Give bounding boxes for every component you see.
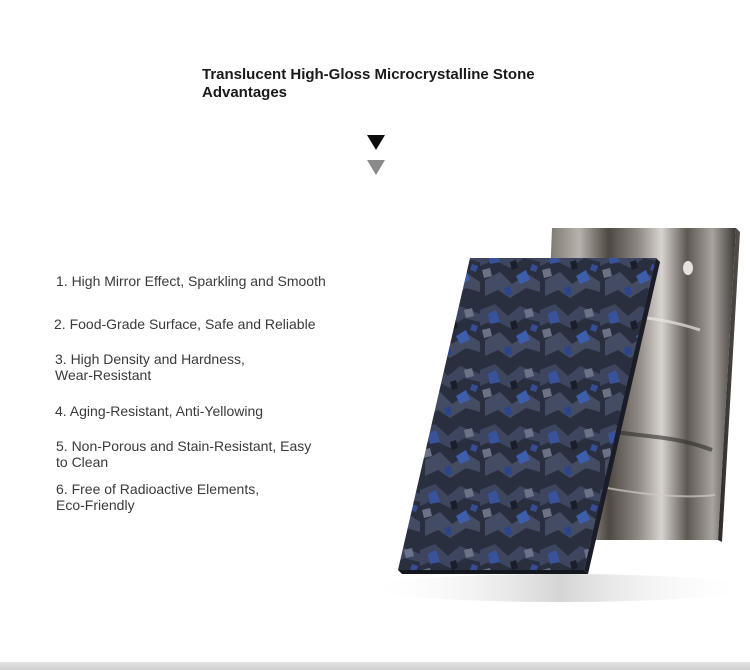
- page-title: Translucent High-Gloss Microcrystalline Stone Advantages: [202, 66, 535, 101]
- advantage-item-6: 6. Free of Radioactive Elements, Eco-Friendly: [56, 481, 260, 513]
- bottom-divider: [0, 662, 750, 670]
- advantage-item-5: 5. Non-Porous and Stain-Resistant, Easy to Clean: [56, 438, 312, 470]
- advantage-item-2: 2. Food-Grade Surface, Safe and Reliable: [54, 316, 316, 332]
- advantage-item-3: 3. High Density and Hardness, Wear-Resistant: [55, 351, 245, 383]
- advantage-item-1: 1. High Mirror Effect, Sparkling and Smooth: [56, 273, 326, 289]
- advantage-item-4: 4. Aging-Resistant, Anti-Yellowing: [55, 403, 264, 419]
